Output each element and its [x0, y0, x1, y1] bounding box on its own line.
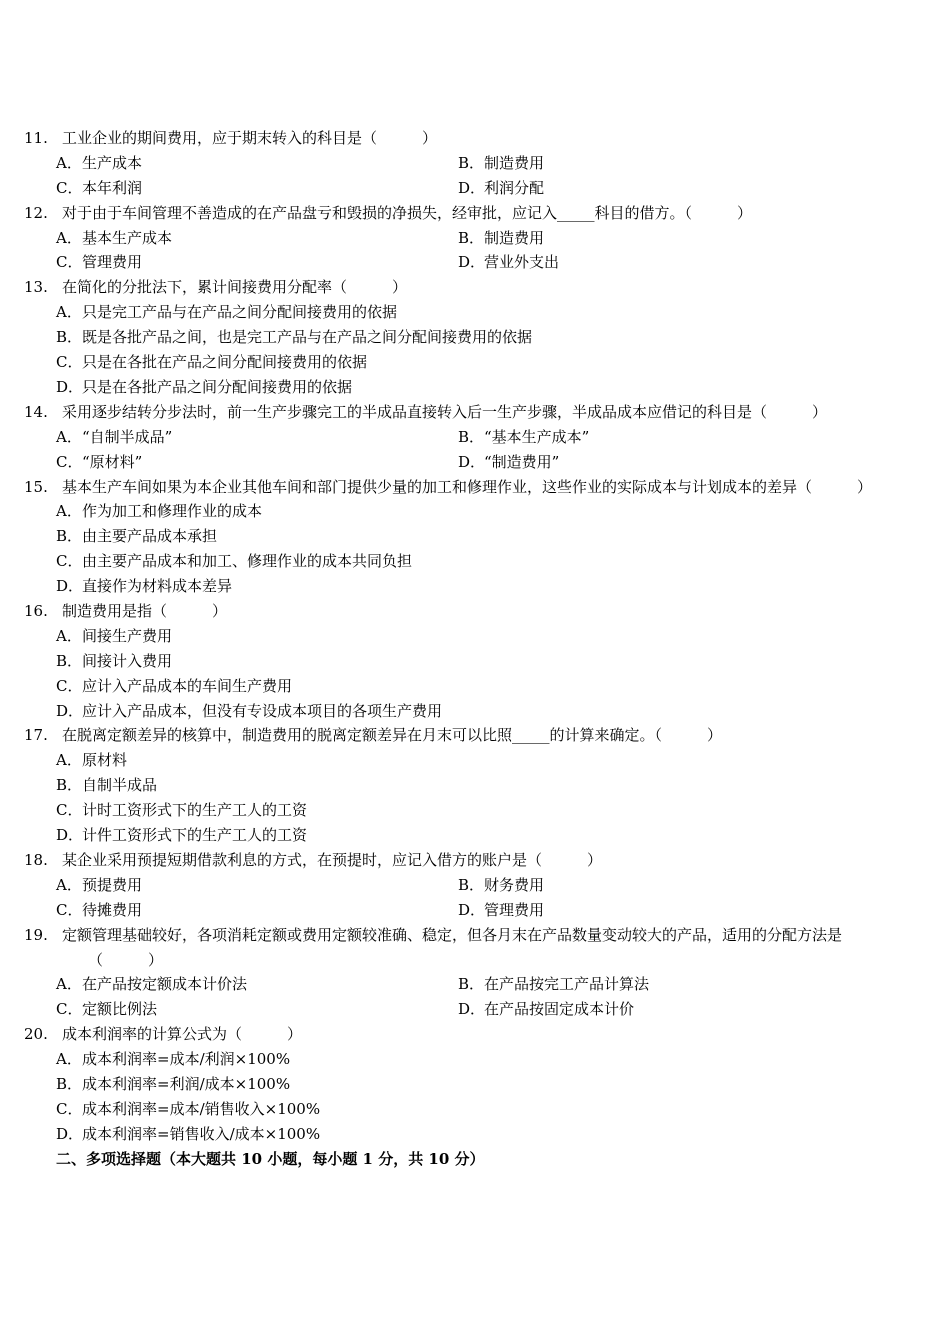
option-row — [56, 524, 896, 549]
option-row — [56, 176, 896, 201]
question-text: 基本生产车间如果为本企业其他车间和部门提供少量的加工和修理作业，这些作业的实际成本与计划成本的差异（ ） — [62, 477, 873, 496]
option-label: B． — [56, 651, 83, 670]
answer-option — [56, 453, 142, 471]
answer-option — [458, 179, 544, 197]
option-text: 财务费用 — [484, 875, 545, 894]
option-label: B． — [458, 875, 485, 894]
question-text: 在简化的分批法下，累计间接费用分配率（ ） — [62, 278, 408, 297]
option-row — [56, 873, 896, 898]
option-text: 基本生产成本 — [82, 228, 173, 247]
option-text: 原材料 — [82, 751, 128, 770]
option-row — [56, 425, 896, 450]
option-text: 在产品按完工产品计算法 — [484, 975, 650, 994]
answer-option — [56, 751, 127, 769]
option-label: D． — [458, 253, 486, 272]
option-text: 成本利润率=成本/销售收入×100% — [82, 1099, 321, 1118]
option-label: D． — [56, 826, 84, 845]
option-text: 预提费用 — [82, 875, 143, 894]
answer-option — [56, 179, 142, 197]
option-row — [56, 1097, 896, 1122]
option-label: C． — [56, 253, 83, 272]
question-stem: 19. 定额管理基础较好，各项消耗定额或费用定额较准确、稳定，但各月末在产品数量变动较大的产品，适用的分配方法是（ ） — [24, 925, 843, 969]
question-stem: 14. 采用逐步结转分步法时，前一生产步骤完工的半成品直接转入后一生产步骤，半成品成本应借记的科目是（ ） — [24, 402, 828, 421]
answer-option — [458, 1000, 634, 1018]
answer-option — [458, 876, 544, 894]
question-text: 工业企业的期间费用，应于期末转入的科目是（ ） — [62, 129, 438, 147]
answer-option — [56, 801, 307, 819]
option-label: A． — [56, 875, 82, 894]
option-row — [56, 549, 896, 574]
option-text: “制造费用” — [484, 452, 560, 471]
option-label: D． — [56, 377, 84, 396]
answer-option — [56, 1100, 320, 1118]
option-label: A． — [56, 427, 82, 446]
option-label: A． — [56, 975, 82, 994]
answer-option — [56, 1000, 157, 1018]
option-text: 本年利润 — [82, 178, 143, 197]
option-text: “原材料” — [82, 452, 143, 471]
option-text: 自制半成品 — [82, 776, 158, 795]
option-text: 直接作为材料成本差异 — [82, 577, 233, 596]
question-text: 对于由于车间管理不善造成的在产品盘亏和毁损的净损失，经审批，应记入_____科目的借方。（ ） — [62, 203, 753, 222]
option-label: A． — [56, 751, 82, 770]
option-text: 作为加工和修理作业的成本 — [82, 502, 263, 521]
option-text: 定额比例法 — [82, 1000, 158, 1019]
option-row — [56, 798, 896, 823]
option-label: D． — [458, 178, 486, 197]
option-label: A． — [56, 228, 82, 247]
option-text: 成本利润率=销售收入/成本×100% — [82, 1124, 321, 1143]
option-label: D． — [458, 1000, 486, 1019]
question-stem: 15. 基本生产车间如果为本企业其他车间和部门提供少量的加工和修理作业，这些作业的实际成本与计划成本的差异（ ） — [24, 477, 873, 496]
answer-option — [56, 901, 142, 919]
option-row — [56, 674, 896, 699]
option-text: 只是完工产品与在产品之间分配间接费用的依据 — [82, 303, 398, 322]
option-row — [56, 1047, 896, 1072]
option-label: C． — [56, 353, 83, 372]
answer-option — [56, 328, 532, 346]
option-row — [56, 773, 896, 798]
option-label: D． — [56, 701, 84, 720]
answer-option — [56, 975, 247, 993]
answer-option — [458, 428, 589, 446]
option-label: D． — [458, 452, 486, 471]
exam-page — [24, 126, 896, 1172]
option-label: C． — [56, 900, 83, 919]
answer-option — [458, 229, 544, 247]
option-label: C． — [56, 1099, 83, 1118]
question-text: 采用逐步结转分步法时，前一生产步骤完工的半成品直接转入后一生产步骤，半成品成本应借记的科目是（ ） — [62, 402, 828, 421]
option-row — [56, 450, 896, 475]
answer-option — [56, 627, 172, 645]
answer-option — [458, 154, 544, 172]
answer-option — [56, 702, 442, 720]
option-row — [56, 574, 896, 599]
option-text: 成本利润率=成本/利润×100% — [82, 1050, 291, 1069]
option-text: 制造费用 — [484, 228, 545, 247]
option-label: D． — [56, 577, 84, 596]
question-stem: 13. 在简化的分批法下，累计间接费用分配率（ ） — [24, 278, 408, 297]
option-row — [56, 997, 896, 1022]
answer-option — [56, 1125, 320, 1143]
option-label: A． — [56, 626, 82, 645]
option-text: 应计入产品成本的车间生产费用 — [82, 676, 293, 695]
option-row — [56, 499, 896, 524]
question-text: 成本利润率的计算公式为（ ） — [62, 1025, 303, 1044]
option-label: D． — [458, 900, 486, 919]
option-row — [56, 300, 896, 325]
option-text: 计时工资形式下的生产工人的工资 — [82, 801, 308, 820]
option-row — [56, 972, 896, 997]
section-title: 二、多项选择题（本大题共 10 小题，每小题 1 分，共 10 分） — [56, 1149, 485, 1168]
option-row — [56, 151, 896, 176]
answer-option — [56, 826, 307, 844]
option-row — [56, 1122, 896, 1147]
option-row — [56, 350, 896, 375]
answer-option — [56, 502, 262, 520]
option-text: 只是在各批在产品之间分配间接费用的依据 — [82, 353, 368, 372]
option-text: 应计入产品成本，但没有专设成本项目的各项生产费用 — [82, 701, 443, 720]
question-stem: 18. 某企业采用预提短期借款利息的方式，在预提时，应记入借方的账户是（ ） — [24, 850, 603, 869]
option-text: 管理费用 — [82, 253, 143, 272]
option-label: A． — [56, 303, 82, 322]
answer-option — [458, 901, 544, 919]
option-label: A． — [56, 1050, 82, 1069]
option-text: 制造费用 — [484, 153, 545, 172]
option-text: 待摊费用 — [82, 900, 143, 919]
answer-option — [56, 1075, 290, 1093]
answer-option — [458, 975, 649, 993]
option-label: C． — [56, 1000, 83, 1019]
option-text: 在产品按定额成本计价法 — [82, 975, 248, 994]
question-stem: 20. 成本利润率的计算公式为（ ） — [24, 1025, 303, 1044]
option-label: C． — [56, 676, 83, 695]
option-text: 既是各批产品之间，也是完工产品与在产品之间分配间接费用的依据 — [82, 328, 533, 347]
option-label: B． — [56, 328, 83, 347]
option-text: 管理费用 — [484, 900, 545, 919]
option-text: 计件工资形式下的生产工人的工资 — [82, 826, 308, 845]
answer-option — [56, 577, 232, 595]
answer-option — [56, 652, 172, 670]
answer-option — [458, 453, 559, 471]
option-label: B． — [458, 153, 485, 172]
question-text: 制造费用是指（ ） — [62, 602, 228, 620]
answer-option — [458, 253, 559, 271]
question-text: 在脱离定额差异的核算中，制造费用的脱离定额差异在月末可以比照_____的计算来确定。（ ） — [62, 726, 723, 745]
option-row — [56, 226, 896, 251]
answer-option — [56, 353, 367, 371]
option-label: B． — [56, 527, 83, 546]
option-label: C． — [56, 801, 83, 820]
answer-option — [56, 229, 172, 247]
answer-option — [56, 677, 292, 695]
option-row — [56, 823, 896, 848]
option-text: 由主要产品成本和加工、修理作业的成本共同负担 — [82, 552, 413, 571]
option-label: A． — [56, 502, 82, 521]
option-text: “自制半成品” — [82, 427, 173, 446]
answer-option — [56, 876, 142, 894]
option-text: 间接生产费用 — [82, 626, 173, 645]
option-text: 利润分配 — [484, 178, 545, 197]
option-text: 营业外支出 — [484, 253, 560, 272]
option-label: D． — [56, 1124, 84, 1143]
option-row — [56, 325, 896, 350]
answer-option — [56, 552, 412, 570]
option-row — [56, 748, 896, 773]
answer-option — [56, 527, 217, 545]
option-text: 只是在各批产品之间分配间接费用的依据 — [82, 377, 353, 396]
option-label: B． — [458, 228, 485, 247]
option-label: A． — [56, 153, 82, 172]
option-text: 由主要产品成本承担 — [82, 527, 218, 546]
answer-option — [56, 378, 352, 396]
option-row — [56, 898, 896, 923]
option-text: 间接计入费用 — [82, 651, 173, 670]
option-label: C． — [56, 452, 83, 471]
question-text: 某企业采用预提短期借款利息的方式，在预提时，应记入借方的账户是（ ） — [62, 850, 603, 869]
option-label: B． — [458, 427, 485, 446]
option-row — [56, 624, 896, 649]
option-row — [56, 375, 896, 400]
option-row — [56, 1072, 896, 1097]
question-stem: 12. 对于由于车间管理不善造成的在产品盘亏和毁损的净损失，经审批，应记入_____科目的借方。（ ） — [24, 203, 753, 222]
option-row — [56, 250, 896, 275]
option-row — [56, 699, 896, 724]
option-label: C． — [56, 552, 83, 571]
option-label: B． — [56, 1075, 83, 1094]
answer-option — [56, 154, 142, 172]
answer-option — [56, 1050, 290, 1068]
answer-option — [56, 428, 172, 446]
option-label: B． — [56, 776, 83, 795]
option-text: 生产成本 — [82, 153, 143, 172]
question-stem: 17. 在脱离定额差异的核算中，制造费用的脱离定额差异在月末可以比照_____的计算来确定。（ ） — [24, 726, 723, 745]
answer-option — [56, 776, 157, 794]
question-stem: 11. 工业企业的期间费用，应于期末转入的科目是（ ） — [24, 129, 438, 147]
question-stem: 16. 制造费用是指（ ） — [24, 602, 228, 620]
answer-option — [56, 303, 397, 321]
option-text: 成本利润率=利润/成本×100% — [82, 1075, 291, 1094]
question-text: 定额管理基础较好，各项消耗定额或费用定额较准确、稳定，但各月末在产品数量变动较大的产品，适用的分配方法是（ ） — [62, 925, 843, 969]
answer-option — [56, 253, 142, 271]
option-text: 在产品按固定成本计价 — [484, 1000, 635, 1019]
option-text: “基本生产成本” — [484, 427, 590, 446]
option-label: C． — [56, 178, 83, 197]
option-label: B． — [458, 975, 485, 994]
option-row — [56, 649, 896, 674]
